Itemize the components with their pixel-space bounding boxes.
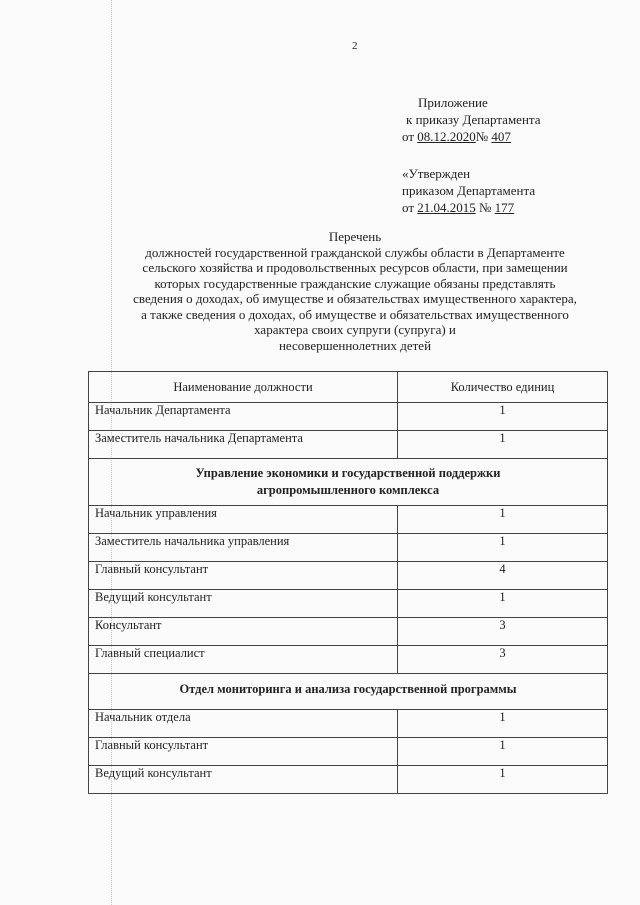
position-name: Главный консультант: [89, 562, 398, 590]
position-name: Начальник управления: [89, 506, 398, 534]
approved-date: 21.04.2015: [417, 200, 476, 215]
position-qty: 4: [398, 562, 608, 590]
position-name: Главный специалист: [89, 646, 398, 674]
table-header-row: [89, 372, 608, 403]
appendix-order-date-line: [402, 128, 541, 145]
position-qty: 1: [398, 766, 608, 794]
position-qty: 1: [398, 431, 608, 459]
position-name: Начальник Департамента: [89, 403, 398, 431]
position-name: Главный консультант: [89, 738, 398, 766]
approved-block: [402, 165, 535, 216]
appendix-block: [402, 94, 541, 145]
section-title-line: Управление экономики и государственной поддержки: [195, 466, 501, 480]
section-title: Отдел мониторинга и анализа государственной программы: [89, 674, 608, 710]
title-line: сельского хозяйства и продовольственных ресурсов области, при замещении: [142, 260, 568, 275]
header-quantity: Количество единиц: [398, 372, 608, 403]
approved-order-date-line: [402, 199, 535, 216]
position-name: Ведущий консультант: [89, 766, 398, 794]
position-qty: 1: [398, 534, 608, 562]
section-title-line: агропромышленного комплекса: [256, 483, 440, 497]
positions-table: [88, 371, 608, 794]
table-row: [89, 646, 608, 674]
header-position-name: Наименование должности: [89, 372, 398, 403]
table-row: [89, 618, 608, 646]
title-heading: Перечень: [328, 229, 382, 244]
table-row: [89, 590, 608, 618]
table-row: [89, 710, 608, 738]
approved-title: «Утвержден: [402, 166, 471, 181]
approved-order-ref: приказом Департамента: [402, 183, 536, 198]
appendix-number: 407: [491, 129, 511, 144]
position-name: Консультант: [89, 618, 398, 646]
title-line: несовершеннолетних детей: [278, 337, 432, 353]
table-row: [89, 431, 608, 459]
position-name: Ведущий консультант: [89, 590, 398, 618]
table-row: [89, 534, 608, 562]
title-line: которых государственные гражданские служащие обязаны представлять: [154, 275, 556, 291]
title-line: должностей государственной гражданской службы области в Департаменте: [145, 244, 565, 260]
appendix-number-sign: №: [475, 129, 492, 144]
position-name: Заместитель начальника управления: [89, 534, 398, 562]
appendix-title: Приложение: [418, 95, 488, 110]
appendix-date: 08.12.2020: [417, 129, 476, 144]
appendix-order-ref: к приказу Департамента: [406, 112, 541, 127]
position-qty: 3: [398, 618, 608, 646]
position-qty: 1: [398, 403, 608, 431]
section-title: [89, 459, 608, 506]
approved-number: 177: [494, 200, 515, 215]
appendix-date-prefix: от: [402, 129, 418, 144]
approved-date-prefix: от: [402, 200, 418, 215]
position-qty: 1: [398, 738, 608, 766]
title-line: характера своих супруги (супруга) и: [254, 322, 456, 337]
position-qty: 1: [398, 506, 608, 534]
position-qty: 3: [398, 646, 608, 674]
position-qty: 1: [398, 710, 608, 738]
page-number: 2: [352, 40, 358, 52]
table-row: [89, 562, 608, 590]
position-qty: 1: [398, 590, 608, 618]
table-row: [89, 403, 608, 431]
table-row: [89, 506, 608, 534]
table-row: [89, 738, 608, 766]
section-header-economics: [89, 459, 608, 506]
approved-number-sign: №: [475, 200, 495, 215]
section-header-monitoring: [89, 674, 608, 710]
table-row: [89, 766, 608, 794]
position-name: Начальник отдела: [89, 710, 398, 738]
title-line: сведения о доходах, об имуществе и обязательствах имущественного характера,: [133, 291, 577, 306]
document-title: [100, 229, 610, 353]
position-name: Заместитель начальника Департамента: [89, 431, 398, 459]
title-line: а также сведения о доходах, об имуществе и обязательствах имущественного: [141, 306, 569, 322]
